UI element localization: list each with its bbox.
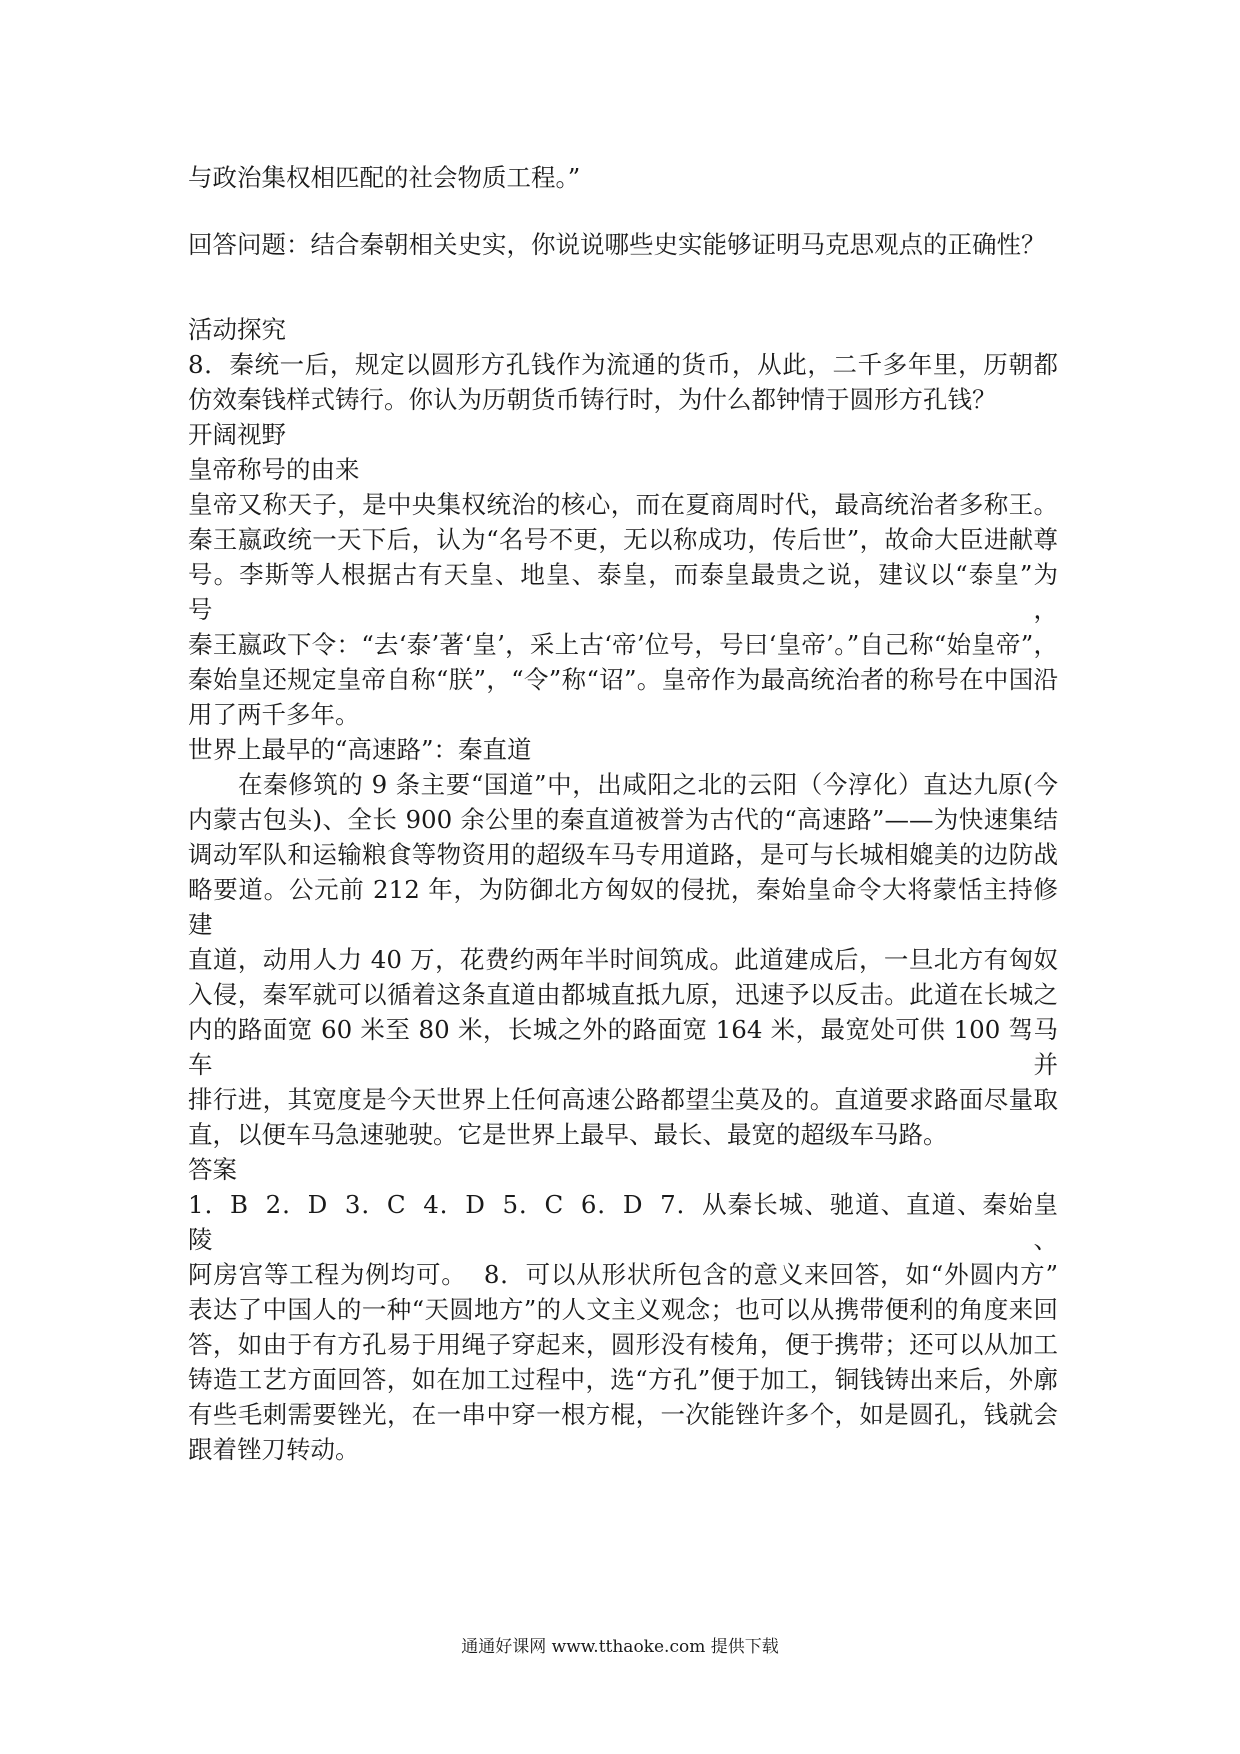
horizon-subheading: 皇帝称号的由来 (188, 455, 360, 484)
road-line: 内蒙古包头)、全长 900 余公里的秦直道被誉为古代的“高速路”——为快速集结 (188, 805, 1058, 834)
horizon-line: 秦始皇还规定皇帝自称“朕”，“令”称“诏”。皇帝作为最高统治者的称号在中国沿 (188, 665, 1058, 694)
answers-line: 跟着锉刀转动。 (188, 1435, 360, 1464)
road-line: 排行进，其宽度是今天世界上任何高速公路都望尘莫及的。直道要求路面尽量取 (188, 1085, 1058, 1114)
answers-line: 阿房宫等工程为例均可。 8．可以从形状所包含的意义来回答，如“外圆内方” (188, 1260, 1058, 1289)
road-line: 入侵，秦军就可以循着这条直道由都城直抵九原，迅速予以反击。此道在长城之 (188, 980, 1058, 1009)
horizon-line: 皇帝又称天子，是中央集权统治的核心，而在夏商周时代，最高统治者多称王。 (188, 490, 1058, 519)
road-line: 直，以便车马急速驰驶。它是世界上最早、最长、最宽的超级车马路。 (188, 1120, 948, 1149)
intro-tail: 与政治集权相匹配的社会物质工程。” (188, 163, 581, 192)
document-body (188, 160, 1058, 1467)
answers-line: 有些毛刺需要锉光，在一串中穿一根方棍，一次能锉许多个，如是圆孔，钱就会 (188, 1400, 1058, 1429)
page-footer: 通通好课网 www.tthaoke.com 提供下载 (461, 1637, 779, 1657)
road-line: 略要道。公元前 212 年，为防御北方匈奴的侵扰，秦始皇命令大将蒙恬主持修建 (188, 875, 1058, 939)
activity-line: 仿效秦钱样式铸行。你认为历朝货币铸行时，为什么都钟情于圆形方孔钱？ (188, 385, 997, 414)
answers-line: 表达了中国人的一种“天圆地方”的人文主义观念；也可以从携带便利的角度来回 (188, 1295, 1058, 1324)
answers-line: 1．B 2．D 3．C 4．D 5．C 6．D 7．从秦长城、驰道、直道、秦始皇陵、 (188, 1190, 1058, 1254)
answers-line: 答，如由于有方孔易于用绳子穿起来，圆形没有棱角，便于携带；还可以从加工 (188, 1330, 1058, 1359)
road-line: 调动军队和运输粮食等物资用的超级车马专用道路，是可与长城相媲美的边防战 (188, 840, 1058, 869)
horizon-line: 号。李斯等人根据古有天皇、地皇、泰皇，而泰皇最贵之说，建议以“泰皇”为号， (188, 560, 1058, 624)
answers-line: 铸造工艺方面回答，如在加工过程中，选“方孔”便于加工，铜钱铸出来后，外廓 (188, 1365, 1058, 1394)
horizon-line: 用了两千多年。 (188, 700, 360, 729)
activity-heading: 活动探究 (188, 315, 286, 344)
road-heading: 世界上最早的“高速路”：秦直道 (188, 735, 532, 764)
activity-line: 8．秦统一后，规定以圆形方孔钱作为流通的货币，从此，二千多年里，历朝都 (188, 350, 1058, 379)
question-text: 回答问题：结合秦朝相关史实，你说说哪些史实能够证明马克思观点的正确性？ (188, 230, 1046, 259)
road-line: 直道，动用人力 40 万，花费约两年半时间筑成。此道建成后，一旦北方有匈奴 (188, 945, 1058, 974)
horizon-line: 秦王嬴政统一天下后，认为“名号不更，无以称成功，传后世”，故命大臣进献尊 (188, 525, 1058, 554)
road-line: 内的路面宽 60 米至 80 米，长城之外的路面宽 164 米，最宽处可供 100 驾马车并 (188, 1015, 1058, 1079)
horizon-line: 秦王嬴政下令：“去‘泰’著‘皇’，采上古‘帝’位号，号曰‘皇帝’。”自己称“始皇帝”， (188, 630, 1058, 659)
horizon-heading: 开阔视野 (188, 420, 286, 449)
answers-heading: 答案 (188, 1155, 237, 1184)
road-line: 在秦修筑的 9 条主要“国道”中，出咸阳之北的云阳（今淳化）直达九原(今 (238, 770, 1058, 799)
